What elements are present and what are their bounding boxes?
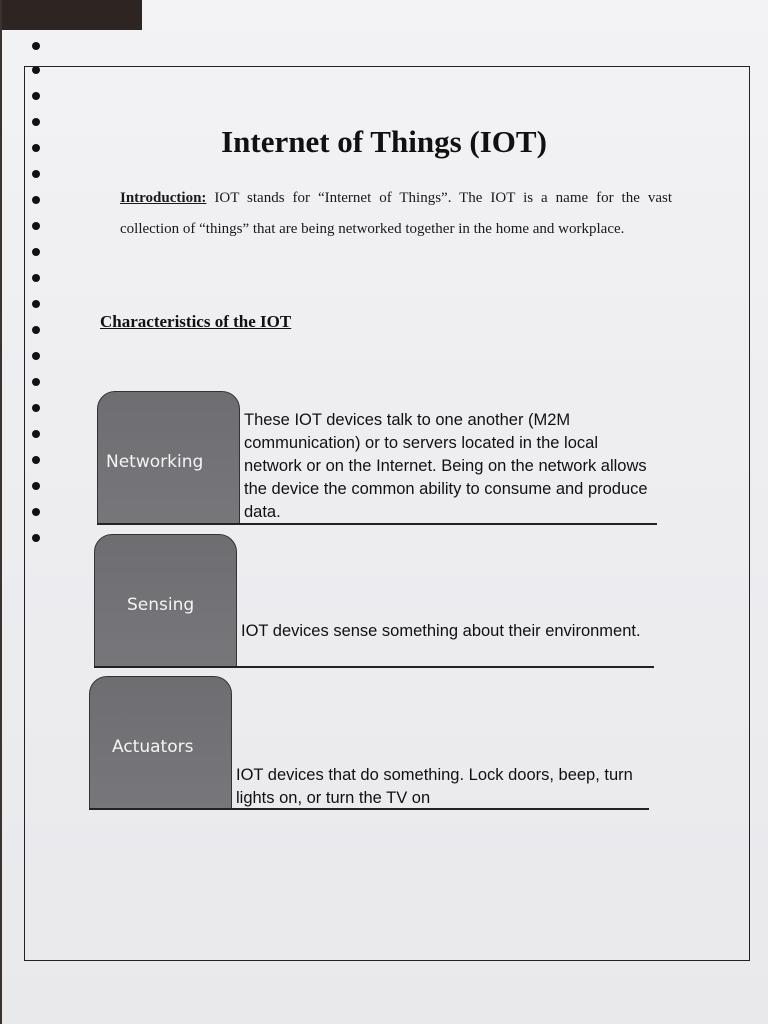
characteristic-label: Actuators: [112, 737, 194, 757]
characteristic-box: [97, 391, 240, 524]
binder-hole: [32, 42, 40, 50]
characteristic-label: Networking: [106, 452, 204, 472]
characteristic-rule: [94, 666, 654, 668]
introduction-paragraph: [120, 183, 672, 245]
characteristic-box: [89, 676, 232, 809]
characteristic-label: Sensing: [127, 595, 195, 615]
characteristic-box: [94, 534, 237, 667]
introduction-label: Introduction:: [120, 190, 207, 206]
characteristic-description: These IOT devices talk to one another (M2M communication) or to servers located in the local network or on the Internet. Being on the network allows the device the common ability to consume and produce data.: [244, 411, 648, 521]
page-title: Internet of Things (IOT): [221, 124, 547, 159]
characteristics-heading: Characteristics of the IOT: [100, 312, 292, 331]
introduction-text: IOT stands for “Internet of Things”. The IOT is a name for the vast collection of “things” that are being networked together in the home and workplace.: [120, 190, 672, 237]
background-corner: [2, 0, 142, 30]
characteristic-rule: [89, 808, 649, 810]
characteristic-rule: [97, 523, 657, 525]
characteristic-description: IOT devices sense something about their environment.: [241, 622, 641, 640]
characteristic-description: IOT devices that do something. Lock doors, beep, turn lights on, or turn the TV on: [236, 766, 633, 807]
